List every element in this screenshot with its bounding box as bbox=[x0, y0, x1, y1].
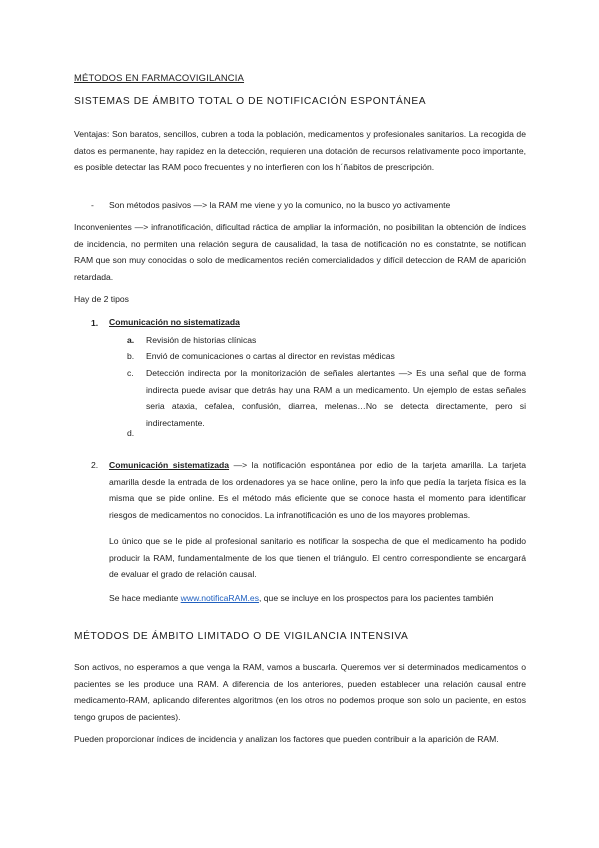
sub-item-b: Envió de comunicaciones o cartas al director en revistas médicas bbox=[146, 351, 395, 361]
list-number-1: 1. bbox=[91, 318, 99, 328]
sub-letter-a: a. bbox=[127, 335, 135, 345]
sub-item-a: Revisión de historias clínicas bbox=[146, 335, 257, 345]
bullet-pasivos: Son métodos pasivos —> la RAM me viene y yo la comunico, no la busco yo activamente bbox=[109, 200, 451, 210]
notificaram-link[interactable]: www.notificaRAM.es bbox=[180, 593, 259, 603]
bullet-dash: - bbox=[91, 200, 94, 210]
indices-paragraph: Pueden proporcionar índices de incidencia y analizan los factores que pueden contribuir a la aparición de RAM. bbox=[74, 734, 499, 744]
tipos-intro: Hay de 2 tipos bbox=[74, 294, 129, 304]
sub-letter-c: c. bbox=[127, 368, 134, 378]
link-suffix: , que se incluye en los prospectos para los pacientes también bbox=[259, 593, 494, 603]
list-item-2-text3 bbox=[109, 590, 526, 607]
ventajas-paragraph: Ventajas: Son baratos, sencillos, cubren a toda la población, medicamentos y profesionales sanitarios. La recogida de datos es permanente, hay rapidez en la detección, requieren una dotación de recursos relativamente poco importante, es posible detectar las RAM poco frecuentes y no interfieren con los h´ñabitos de prescripción. bbox=[74, 129, 526, 173]
sub-item-c: Detección indirecta por la monitorización de señales alertantes —> Es una señal que de forma indirecta puede avisar que detrás hay una RAM a un medicamento. Un ejemplo de estas señales seria ataxia, cefalea, confusión, diarrea, melenas…No se detecta directamente, pero si indirectamente. bbox=[146, 368, 526, 428]
sub-letter-d: d. bbox=[127, 428, 135, 438]
list-item-2-body bbox=[109, 457, 526, 523]
list-number-2: 2. bbox=[91, 460, 99, 470]
list-item-2-text: —> la notificación espontánea por edio de la tarjeta amarilla. La tarjeta amarilla desde la entrada de los ordenadores ya se hace online, pero la info que pedía la tarjeta física es la misma que se pide online. Es el método más eficiente que se conoce hasta el momento para identificar riesgos de medicamentos no conocidos. La infranotificación es uno de los mayores problemas. bbox=[109, 460, 526, 520]
sub-letter-b: b. bbox=[127, 351, 135, 361]
inconvenientes-paragraph: Inconvenientes —> infranotificación, dificultad ráctica de ampliar la información, no posibilitan la obtención de índices de incidencia, no permiten una relación segura de causalidad, la tasa de notificación no es constatnte, se notifican RAM que son muy conocidas o solo de medicamentos recién comercialidados y difícil deteccion de RAM de aparición retardada. bbox=[74, 222, 526, 282]
section-heading-total: SISTEMAS DE ÁMBITO TOTAL O DE NOTIFICACIÓN ESPONTÁNEA bbox=[74, 96, 427, 107]
section-heading-limitado: MÉTODOS DE ÁMBITO LIMITADO O DE VIGILANCIA INTENSIVA bbox=[74, 631, 409, 642]
link-prefix: Se hace mediante bbox=[109, 593, 181, 603]
list-item-label-1: Comunicación no sistematizada bbox=[109, 317, 240, 327]
activos-paragraph: Son activos, no esperamos a que venga la RAM, vamos a buscarla. Queremos ver si determinados medicamentos o pacientes se les produce una RAM. A diferencia de los anteriores, pueden establecer una relación causal entre medicamento-RAM, aplicando diferentes algoritmos (en los otros no podemos proque son solo un paciente, en estos tengo grupos de pacientes). bbox=[74, 662, 526, 722]
list-item-2-text2: Lo único que se le pide al profesional sanitario es notificar la sospecha de que el medicamento ha podido producir la RAM, fundamentalmente de los que tienen el triángulo. El centro correspondiente se encargará de evaluar el grado de relación causal. bbox=[109, 536, 526, 580]
list-item-label-2: Comunicación sistematizada bbox=[109, 460, 230, 470]
document-title: MÉTODOS EN FARMACOVIGILANCIA bbox=[74, 72, 245, 83]
